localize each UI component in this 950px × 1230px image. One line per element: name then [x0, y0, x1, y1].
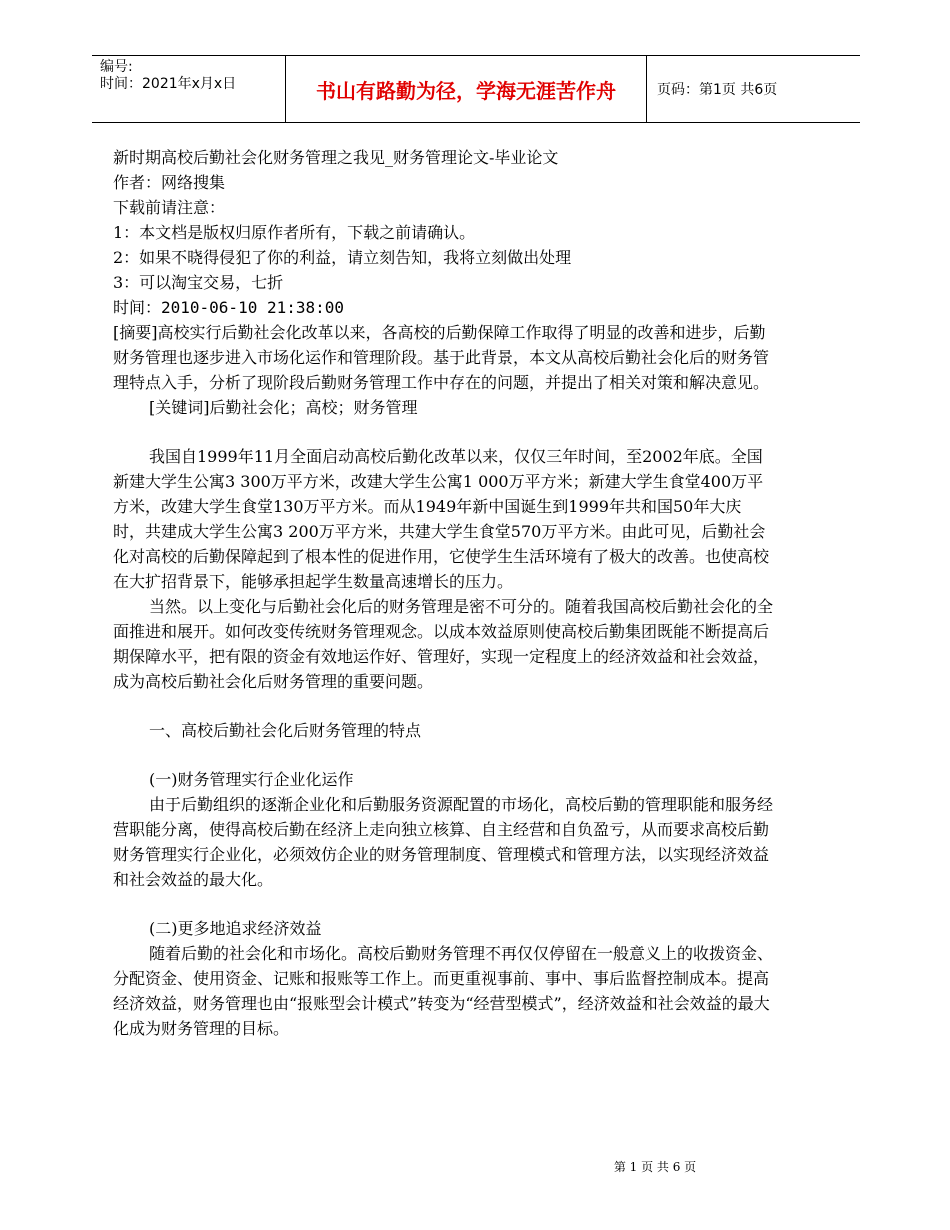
subsection-heading: (一)财务管理实行企业化运作 [149, 770, 354, 789]
number-label: 编号: [100, 59, 133, 75]
page-info: 页码：第1页 共6页 [657, 82, 778, 98]
keywords: [关键词]后勤社会化；高校；财务管理 [149, 398, 418, 417]
download-notice: 下载前请注意： [113, 198, 226, 217]
motto: 书山有路勤为径，学海无涯苦作舟 [286, 56, 647, 122]
notice-item-1: 1：本文档是版权归原作者所有，下载之前请确认。 [113, 223, 476, 242]
header-left-cell [92, 56, 286, 122]
notice-item-2: 2：如果不晓得侵犯了你的利益，请立刻告知，我将立刻做出处理 [113, 248, 572, 267]
document-body [113, 145, 773, 1041]
author-line: 作者：网络搜集 [113, 173, 226, 192]
paragraph: 当然。以上变化与后勤社会化后的财务管理是密不可分的。随着我国高校后勤社会化的全面推进和展开。如何改变传统财务管理观念。以成本效益原则使高校后勤集团既能不断提高后期保障水平，把有限的资金有效地运作好、管理好，实现一定程度上的经济效益和社会效益，成为高校后勤社会化后财务管理的重要问题。 [113, 597, 774, 691]
page-header [92, 55, 860, 123]
publish-time: 时间：2010-06-10 21:38:00 [113, 298, 345, 317]
notice-item-3: 3：可以淘宝交易，七折 [113, 273, 284, 292]
paragraph: 随着后勤的社会化和市场化。高校后勤财务管理不再仅仅停留在一般意义上的收拨资金、分配资金、使用资金、记账和报账等工作上。而更重视事前、事中、事后监督控制成本。提高经济效益，财务管理也由“报账型会计模式”转变为“经营型模式”，经济效益和社会效益的最大化成为财务管理的目标。 [113, 944, 774, 1038]
subsection-heading: (二)更多地追求经济效益 [149, 919, 322, 938]
document-title: 新时期高校后勤社会化财务管理之我见_财务管理论文-毕业论文 [113, 148, 559, 167]
paragraph: 我国自1999年11月全面启动高校后勤化改革以来，仅仅三年时间，至2002年底。全国新建大学生公寓3 300万平方米，改建大学生公寓1 000万平方米；新建大学生食堂400万平方米，改建大学生食堂130万平方米。而从1949年新中国诞生到1999年共和国50年大庆时，共建成大学生公寓3 200万平方米，共建大学生食堂570万平方米。由此可见，后勤社会化对高校的后勤保障起到了根本性的促进作用，它使学生生活环境有了极大的改善。也使高校在大扩招背景下，能够承担起学生数量高速增长的压力。 [113, 447, 770, 591]
section-heading: 一、高校后勤社会化后财务管理的特点 [149, 721, 422, 740]
time-label: 时间：2021年x月x日 [100, 76, 237, 92]
abstract: [摘要]高校实行后勤社会化改革以来，各高校的后勤保障工作取得了明显的改善和进步，后勤财务管理也逐步进入市场化运作和管理阶段。基于此背景，本文从高校后勤社会化后的财务管理特点入手，分析了现阶段后勤财务管理工作中存在的问题，并提出了相关对策和解决意见。 [113, 323, 770, 392]
paragraph: 由于后勤组织的逐渐企业化和后勤服务资源配置的市场化，高校后勤的管理职能和服务经营职能分离，使得高校后勤在经济上走向独立核算、自主经营和自负盈亏，从而要求高校后勤财务管理实行企业化，必须效仿企业的财务管理制度、管理模式和管理方法，以实现经济效益和社会效益的最大化。 [113, 795, 774, 889]
page-footer: 第 1 页 共 6 页 [613, 1160, 697, 1174]
